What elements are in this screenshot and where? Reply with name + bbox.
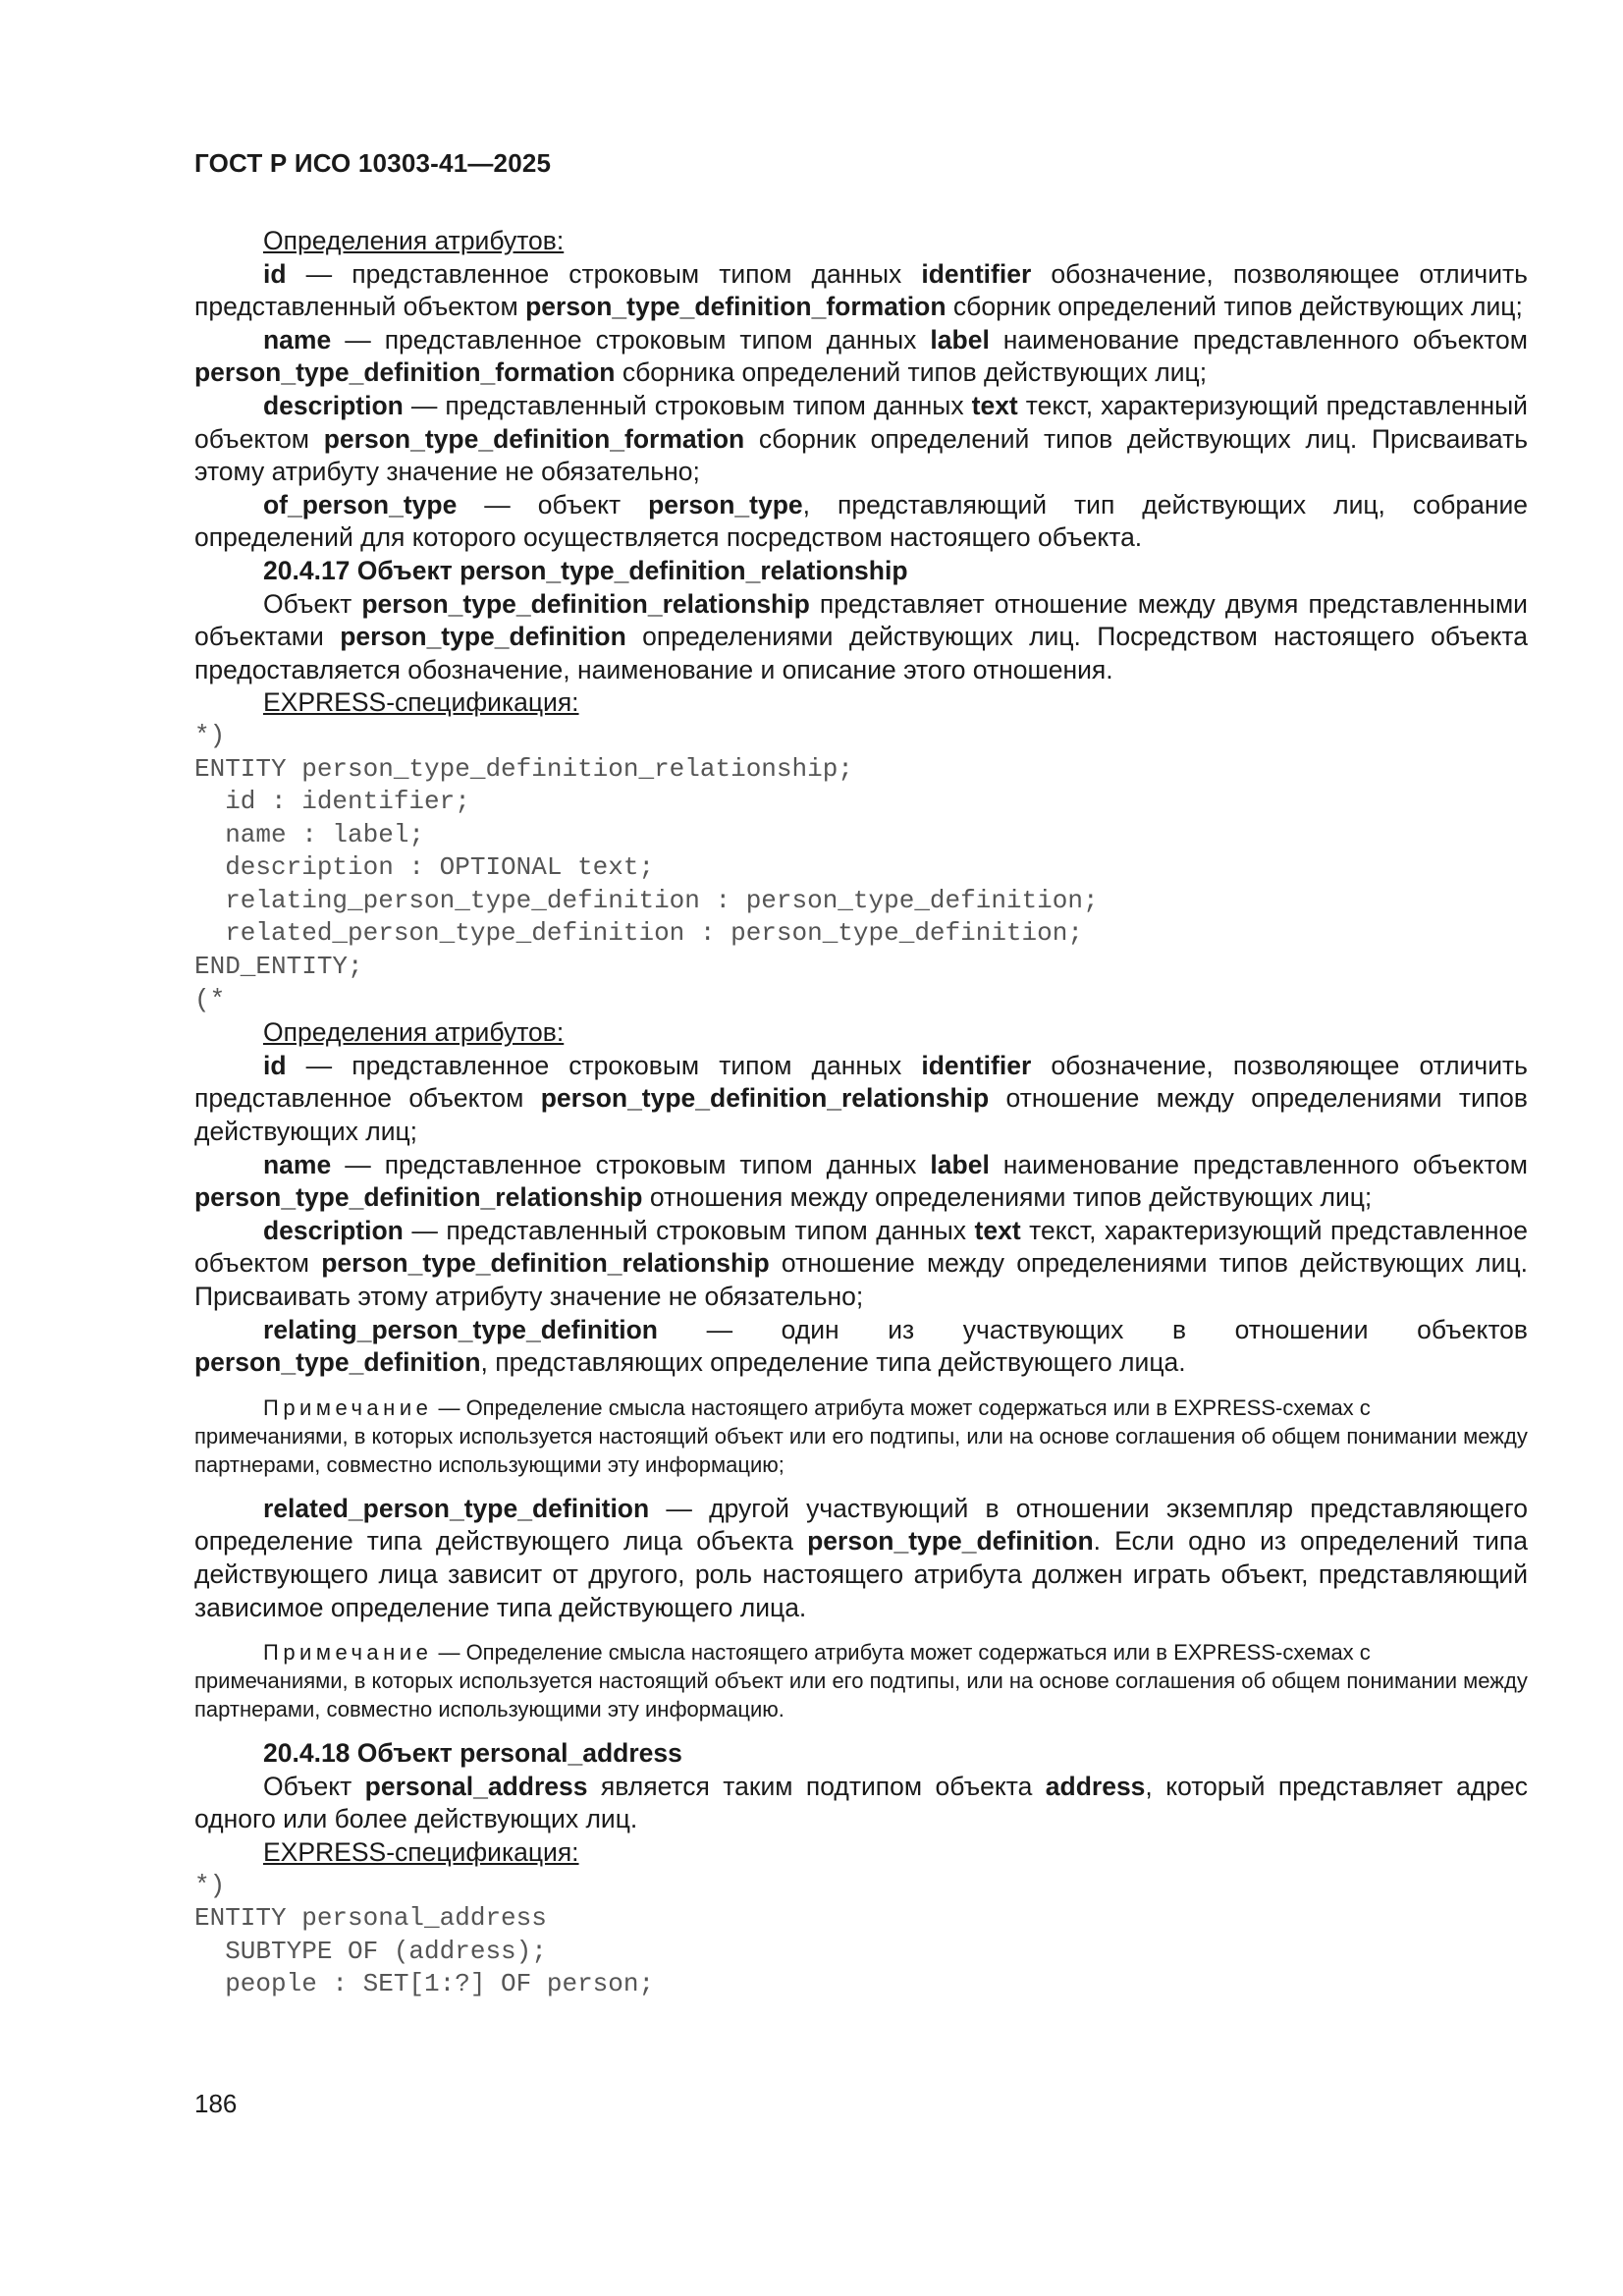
code-line: *) — [194, 1870, 226, 1900]
section-heading-20-4-18: 20.4.18 Объект personal_address — [263, 1738, 682, 1769]
code-line: (* — [194, 984, 226, 1014]
code-line: name : label; — [194, 819, 425, 849]
attr-def-id: id — представленное строковым типом данных identifier обозначение, позволяющее отличить представленное объектом person_type_definition_relationship отношение между определениями типов действующих лиц; — [194, 1050, 1529, 1147]
standard-header: ГОСТ Р ИСО 10303-41—2025 — [194, 148, 552, 178]
code-line: related_person_type_definition : person_type_definition; — [194, 918, 1083, 949]
note: Примечание — Определение смысла настоящего атрибута может содержаться или в EXPRESS-схемах с примечаниями, в которых используется настоящий объект или его подтипы, или на основе соглашения об общем понимании между партнерами, совместно использующими эту информацию. — [194, 1640, 1528, 1722]
section-intro-20-4-18: Объект personal_address является таким подтипом объекта address, который представляет адрес одного или более действующих лиц. — [194, 1771, 1529, 1834]
attr-def-relating: relating_person_type_definition — один из участвующих в отношении объектов person_type_definition, представляющих определение типа действующего лица. — [194, 1314, 1528, 1378]
code-line: ENTITY person_type_definition_relationship; — [194, 753, 853, 784]
attr-defs-heading: Определения атрибутов: — [263, 226, 565, 255]
page-number: 186 — [194, 2089, 238, 2118]
code-line: people : SET[1:?] OF person; — [194, 1969, 655, 1999]
express-spec-label: EXPRESS-спецификация: — [263, 687, 579, 718]
attr-def-name: name — представленное строковым типом данных label наименование представленного объектом person_type_definition_relationship отношения между определениями типов действующих лиц; — [194, 1149, 1529, 1213]
attr-def-of-person-type: of_person_type — объект person_type, представляющий тип действующих лиц, собрание определений для которого осуществляется посредством настоящего объекта. — [194, 489, 1528, 553]
attr-def-description: description — представленный строковым типом данных text текст, характеризующий представленный объектом person_type_definition_formation сборник определений типов действующих лиц. Присваивать этому атрибуту значение не обязательно; — [194, 390, 1529, 487]
code-line: ENTITY personal_address — [194, 1903, 547, 1934]
code-line: END_ENTITY; — [194, 952, 363, 982]
express-spec-label: EXPRESS-спецификация: — [263, 1836, 579, 1867]
code-line: relating_person_type_definition : person_type_definition; — [194, 885, 1099, 915]
attr-def-name: name — представленное строковым типом данных label наименование представленного объектом person_type_definition_formation сборника определений типов действующих лиц; — [194, 324, 1529, 388]
attr-def-id: id — представленное строковым типом данных identifier обозначение, позволяющее отличить представленный объектом person_type_definition_formation сборник определений типов действующих лиц; — [194, 258, 1528, 322]
code-line: SUBTYPE OF (address); — [194, 1936, 547, 1966]
page-content — [194, 225, 1528, 2001]
section-heading-20-4-17: 20.4.17 Объект person_type_definition_relationship — [263, 555, 908, 585]
section-intro-20-4-17: Объект person_type_definition_relationship представляет отношение между двумя представленными объектами person_type_definition определениями действующих лиц. Посредством настоящего объекта предоставляется обозначение, наименование и описание этого отношения. — [194, 588, 1528, 684]
attr-def-description: description — представленный строковым типом данных text текст, характеризующий представленное объектом person_type_definition_relationship отношение между определениями типов действующих лиц. Присваивать этому атрибуту значение не обязательно; — [194, 1215, 1528, 1311]
code-line: id : identifier; — [194, 787, 470, 817]
attr-def-related: related_person_type_definition — другой участвующий в отношении экземпляр представляющего определение типа действующего лица объекта person_type_definition. Если одно из определений типа действующего лица зависит от другого, роль настоящего атрибута должен играть объект, представляющий зависимое определение типа действующего лица. — [194, 1493, 1528, 1622]
code-line: *) — [194, 720, 226, 750]
code-line: description : OPTIONAL text; — [194, 852, 655, 883]
attr-defs-heading: Определения атрибутов: — [263, 1017, 565, 1048]
note: Примечание — Определение смысла настоящего атрибута может содержаться или в EXPRESS-схемах с примечаниями, в которых используется настоящий объект или его подтипы, или на основе соглашения об общем понимании между партнерами, совместно использующими эту информацию; — [194, 1394, 1528, 1477]
